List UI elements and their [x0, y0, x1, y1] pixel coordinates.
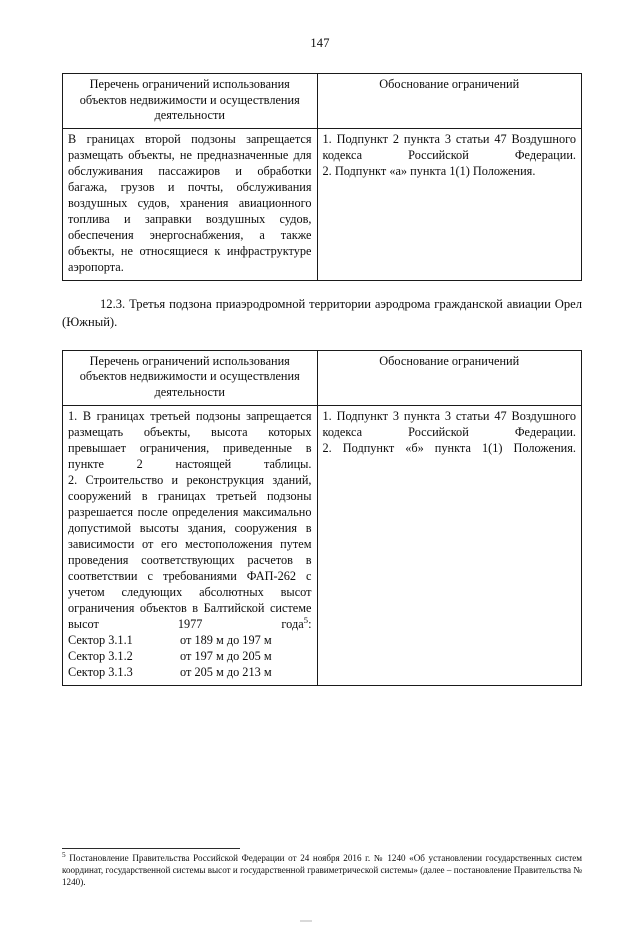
table2-restrictions-item-2-tail: : — [308, 616, 312, 631]
document-page — [0, 36, 640, 941]
spacer — [62, 332, 582, 350]
table1-header-left: Перечень ограничений использования объектов недвижимости и осуществления деятельности — [63, 74, 318, 129]
sector-row — [68, 649, 312, 665]
table-row — [63, 405, 582, 685]
page-number: 147 — [310, 36, 330, 50]
sector-name: Сектор 3.1.3 — [68, 664, 133, 679]
table2-restrictions-item-2-text: 2. Строительство и реконструкция зданий, сооружений в границах третьей подзоны разрешается после определения максимально допустимой высоты здания, сооружения в зависимости от его местоположения путем проведения соответствующих расчетов в соответствии с требованиями ФАП-262 с учетом следующих абсолютных высот ограничения объектов в Балтийской системе высот 1977 года — [68, 472, 312, 631]
restrictions-table-second-subzone — [62, 73, 582, 281]
table1-justification-item-2: 2. Подпункт «а» пункта 1(1) Положения. — [322, 164, 536, 179]
page-content — [62, 73, 582, 686]
table2-header-left: Перечень ограничений использования объектов недвижимости и осуществления деятельности — [63, 350, 318, 405]
table2-justification-item-1: 1. Подпункт 3 пункта 3 статьи 47 Воздушного кодекса Российской Федерации. — [322, 408, 576, 439]
footnote-text: Постановление Правительства Российской Федерации от 24 ноября 2016 г. № 1240 «Об установлении государственных систем координат, государственной системы высот и государственной гравиметрической системы» (далее – постановление Правительства № 1240). — [62, 853, 582, 887]
table2-cell-restrictions — [63, 405, 318, 685]
restrictions-table-third-subzone — [62, 350, 582, 686]
sector-name: Сектор 3.1.2 — [68, 648, 133, 663]
table1-restrictions-text: В границах второй подзоны запрещается размещать объекты, не предназначенные для обслуживания пассажиров и обработки багажа, грузов и почты, обслуживания воздушных судов, хранения авиационного топлива и заправки воздушных судов, обеспечения энергоснабжения, а также объекты, не относящиеся к инфраструктуре аэропорта. — [68, 132, 312, 275]
table-header-row — [63, 350, 582, 405]
subzone-paragraph: 12.3. Третья подзона приаэродромной территории аэродрома гражданской авиации Орел (Южный). — [62, 297, 582, 330]
sector-row — [68, 633, 312, 649]
sector-name: Сектор 3.1.1 — [68, 632, 133, 647]
table1-justification-item-1: 1. Подпункт 2 пункта 3 статьи 47 Воздушного кодекса Российской Федерации. — [322, 132, 576, 163]
footnote — [62, 850, 582, 888]
table1-cell-justification — [317, 129, 581, 281]
table2-header-right: Обоснование ограничений — [317, 350, 581, 405]
footnote-marker-inline: 5 — [303, 614, 309, 625]
table1-header-right: Обоснование ограничений — [317, 74, 581, 129]
footnote-separator — [62, 848, 240, 849]
sector-row — [68, 665, 312, 681]
table-header-row — [63, 74, 582, 129]
sector-range: от 205 м до 213 м — [180, 664, 272, 679]
page-bottom-mark — [300, 920, 312, 922]
table2-restrictions-item-2 — [68, 473, 312, 633]
table2-restrictions-item-1: 1. В границах третьей подзоны запрещается размещать объекты, высота которых превышает ограничения, приведенные в пункте 2 настоящей таблицы. — [68, 408, 312, 471]
table1-cell-restrictions — [63, 129, 318, 281]
footnote-block — [62, 848, 582, 888]
sector-range: от 189 м до 197 м — [180, 632, 272, 647]
footnote-marker: 5 — [62, 850, 66, 859]
sector-range: от 197 м до 205 м — [180, 648, 272, 663]
table2-cell-justification — [317, 405, 581, 685]
table2-justification-item-2: 2. Подпункт «б» пункта 1(1) Положения. — [322, 440, 576, 455]
table-row — [63, 129, 582, 281]
